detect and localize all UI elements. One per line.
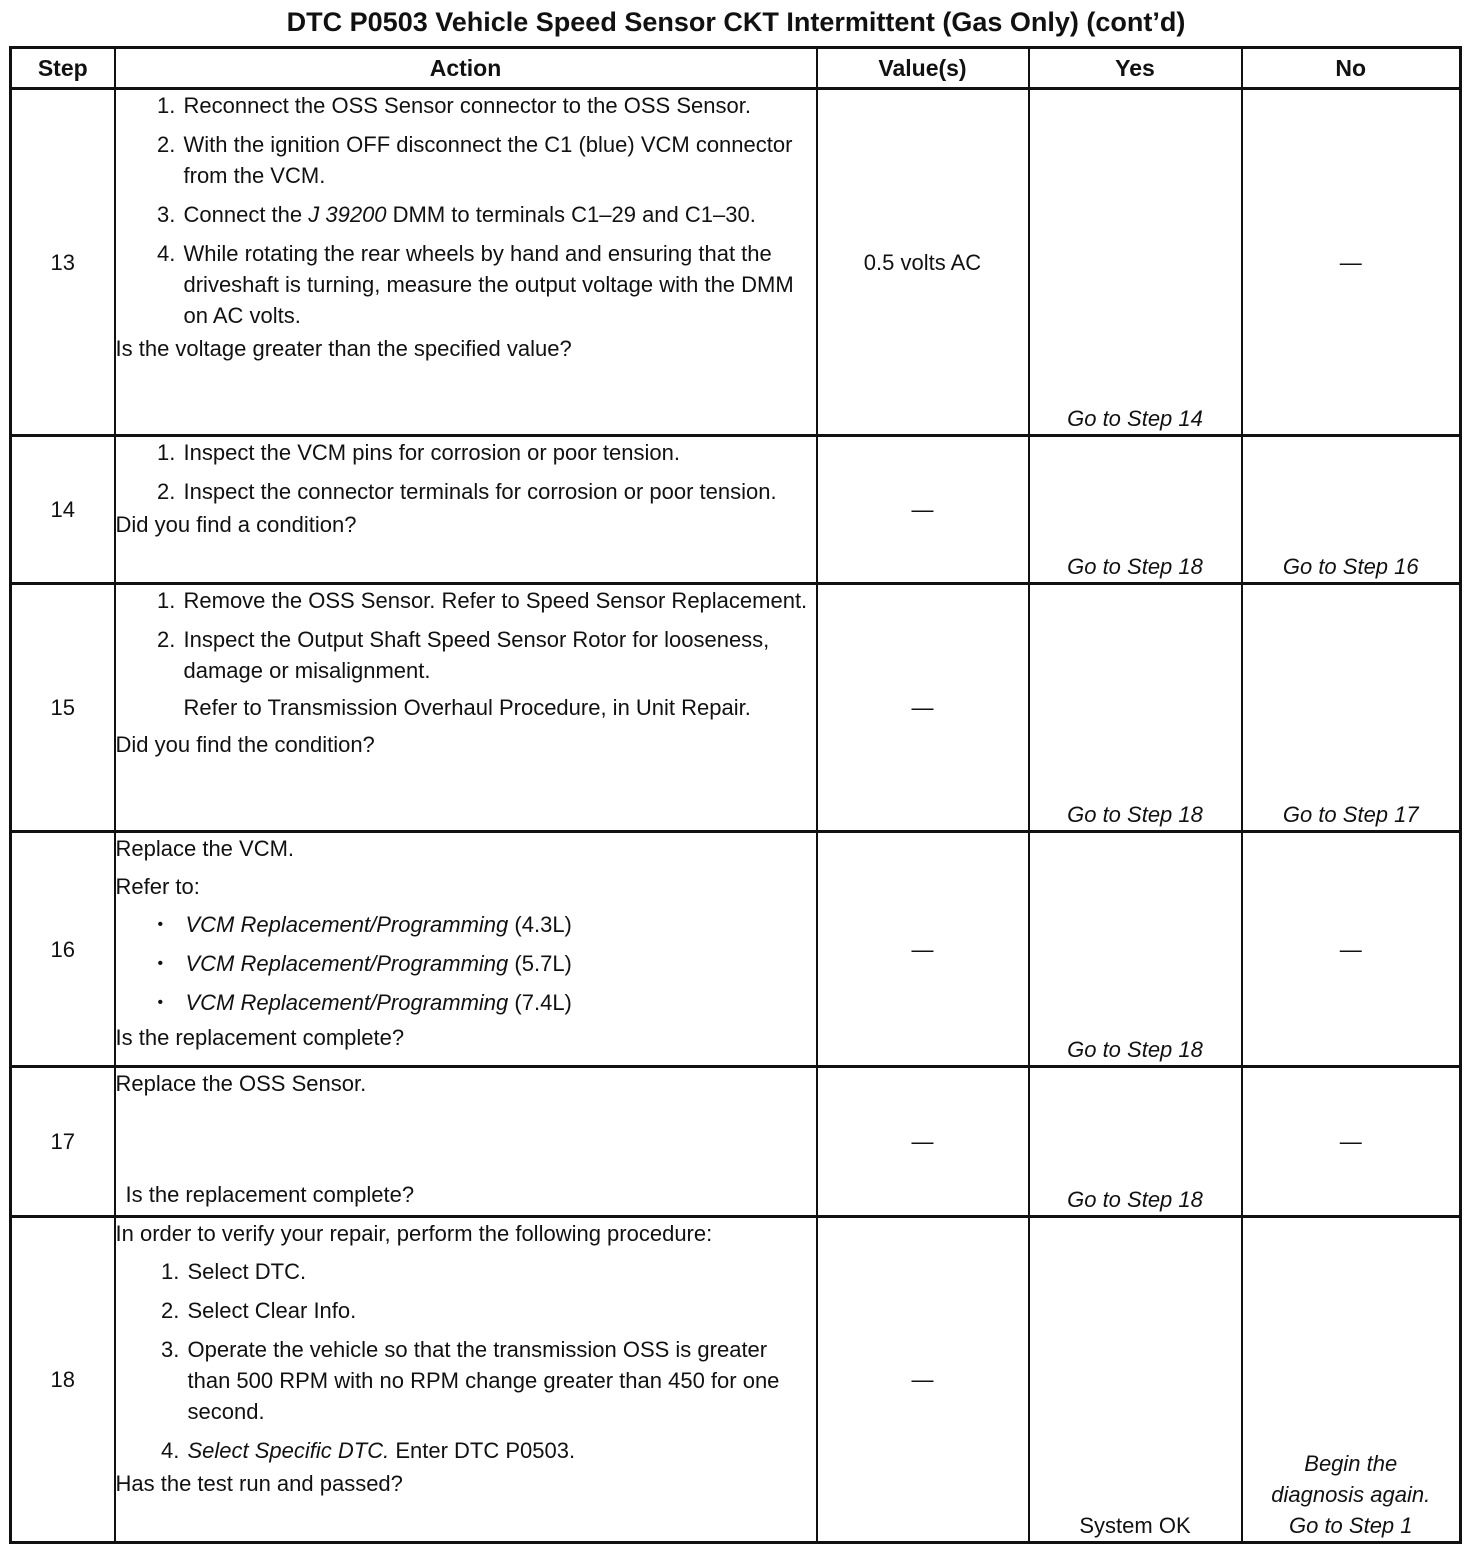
- action-question: Is the replacement complete?: [115, 1025, 405, 1050]
- action-cell: [115, 584, 817, 832]
- no-cell: [1242, 1217, 1461, 1543]
- header-no: No: [1242, 48, 1461, 89]
- page-title: DTC P0503 Vehicle Speed Sensor CKT Intermittent (Gas Only) (cont’d): [286, 7, 1186, 37]
- value-cell: —: [817, 1217, 1029, 1543]
- value-cell: —: [817, 1067, 1029, 1217]
- action-item: 1. Remove the OSS Sensor. Refer to Speed Sensor Replacement.: [182, 585, 816, 616]
- table-row: [11, 89, 1461, 436]
- action-item: 1. Reconnect the OSS Sensor connector to the OSS Sensor.: [182, 90, 816, 121]
- action-note: Refer to Transmission Overhaul Procedure, in Unit Repair.: [183, 695, 751, 720]
- step-number: 13: [11, 89, 115, 436]
- yes-cell: System OK: [1029, 1217, 1242, 1543]
- table-row: [11, 436, 1461, 584]
- header-action: Action: [115, 48, 817, 89]
- no-cell: Go to Step 16: [1242, 436, 1461, 584]
- yes-cell: Go to Step 18: [1029, 584, 1242, 832]
- action-cell: [115, 1217, 817, 1543]
- yes-cell: Go to Step 18: [1029, 1067, 1242, 1217]
- action-item: 2. Select Clear Info.: [186, 1295, 816, 1326]
- action-line: Refer to:: [115, 874, 200, 899]
- table-row: [11, 1217, 1461, 1543]
- action-item: 4. Select Specific DTC. Enter DTC P0503.: [186, 1435, 816, 1466]
- no-cell: —: [1242, 89, 1461, 436]
- value-cell: —: [817, 584, 1029, 832]
- no-line: Go to Step 1: [1288, 1513, 1413, 1538]
- table-row: [11, 1067, 1461, 1217]
- action-item: 2. With the ignition OFF disconnect the C1 (blue) VCM connector from the VCM.: [182, 129, 816, 191]
- no-cell: Go to Step 17: [1242, 584, 1461, 832]
- yes-cell: Go to Step 14: [1029, 89, 1242, 436]
- diagnostic-table: [9, 46, 1462, 1544]
- header-step: Step: [11, 48, 115, 89]
- table-row: [11, 832, 1461, 1067]
- action-cell: [115, 832, 817, 1067]
- action-item: 2. Inspect the connector terminals for corrosion or poor tension.: [182, 476, 816, 507]
- tool-name: J 39200: [308, 202, 387, 227]
- value-cell: —: [817, 436, 1029, 584]
- action-question: Is the voltage greater than the specified value?: [115, 336, 572, 361]
- step-number: 16: [11, 832, 115, 1067]
- bullet-item: • VCM Replacement/Programming (7.4L): [186, 987, 816, 1018]
- yes-cell: Go to Step 18: [1029, 436, 1242, 584]
- action-line: In order to verify your repair, perform the following procedure:: [115, 1221, 713, 1246]
- action-line: Replace the VCM.: [115, 836, 295, 861]
- action-cell: [115, 1067, 817, 1217]
- action-question: Has the test run and passed?: [115, 1471, 403, 1496]
- action-item: 3. Connect the J 39200 DMM to terminals C1–29 and C1–30.: [182, 199, 816, 230]
- action-item: 2. Inspect the Output Shaft Speed Sensor Rotor for looseness, damage or misalignment.: [182, 624, 816, 686]
- bullet-item: • VCM Replacement/Programming (5.7L): [186, 948, 816, 979]
- action-cell: [115, 436, 817, 584]
- action-question: Did you find the condition?: [115, 732, 375, 757]
- action-item: 4. While rotating the rear wheels by hand and ensuring that the driveshaft is turning, measure the output voltage with the DMM on AC volts.: [182, 238, 816, 331]
- action-cell: [115, 89, 817, 436]
- action-question: Is the replacement complete?: [125, 1182, 415, 1207]
- step-number: 17: [11, 1067, 115, 1217]
- value-cell: —: [817, 832, 1029, 1067]
- action-item: 1. Inspect the VCM pins for corrosion or poor tension.: [182, 437, 816, 468]
- value-cell: 0.5 volts AC: [817, 89, 1029, 436]
- step-number: 14: [11, 436, 115, 584]
- bullet-item: • VCM Replacement/Programming (4.3L): [186, 909, 816, 940]
- action-line: Replace the OSS Sensor.: [115, 1071, 367, 1096]
- no-line: diagnosis again.: [1271, 1482, 1431, 1507]
- step-number: 15: [11, 584, 115, 832]
- yes-cell: Go to Step 18: [1029, 832, 1242, 1067]
- no-cell: —: [1242, 832, 1461, 1067]
- header-row: [11, 48, 1461, 89]
- table-row: [11, 584, 1461, 832]
- action-item: 1. Select DTC.: [186, 1256, 816, 1287]
- action-question: Did you find a condition?: [115, 512, 357, 537]
- header-yes: Yes: [1029, 48, 1242, 89]
- step-number: 18: [11, 1217, 115, 1543]
- action-item: 3. Operate the vehicle so that the transmission OSS is greater than 500 RPM with no RPM change greater than 450 for one second.: [186, 1334, 816, 1427]
- no-line: Begin the: [1304, 1451, 1398, 1476]
- header-values: Value(s): [817, 48, 1029, 89]
- no-cell: —: [1242, 1067, 1461, 1217]
